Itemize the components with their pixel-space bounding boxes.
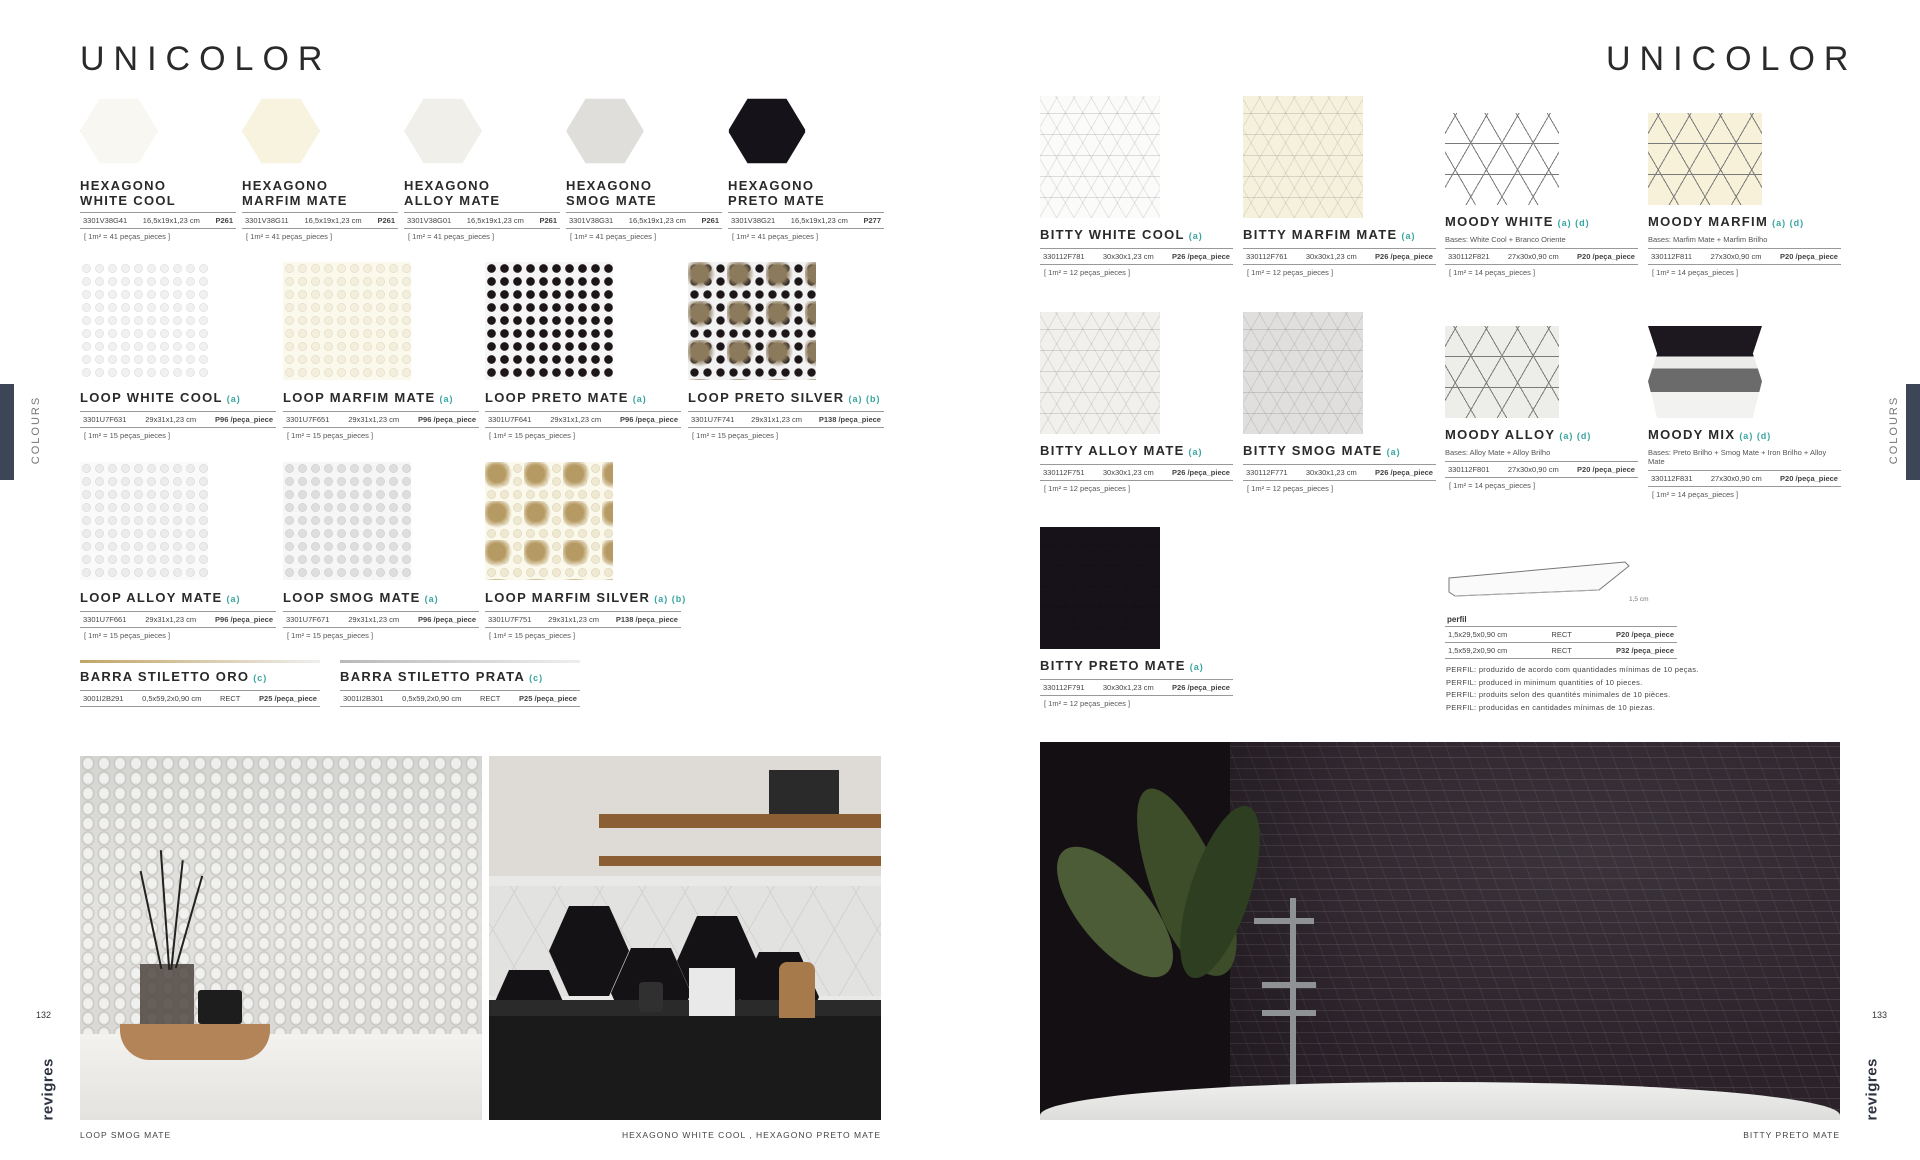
hexagono-name (566, 178, 722, 208)
loop-flags: (a) (439, 394, 454, 404)
moody-qty: [ 1m² = 14 peças_pieces ] (1449, 268, 1536, 277)
hexagono-name-line2: MARFIM MATE (242, 193, 348, 208)
spec-row (242, 212, 398, 229)
perfil-note: PERFIL: produced in minimum quantities of 10 pieces. (1446, 677, 1643, 687)
spec-size: 30x30x1,23 cm (1305, 468, 1357, 477)
spec-code: 3301U7F631 (83, 415, 127, 424)
moody-bases: Bases: Preto Brilho + Smog Mate + Iron Brilho + Alloy Mate (1648, 448, 1827, 466)
bitty-item[interactable] (1243, 96, 1436, 277)
perfil-notes (1446, 664, 1699, 714)
spec-row (80, 611, 276, 628)
perfil-dim-label: 1,5 cm (1629, 596, 1649, 603)
spec-price: P96 /peça_piece (215, 415, 273, 424)
bitty-flags: (a) (1386, 447, 1401, 457)
bitty-item[interactable] (1040, 96, 1233, 277)
spec-size: 29x31x1,23 cm (751, 415, 803, 424)
side-tab-right (1906, 384, 1920, 480)
spec-row (1445, 461, 1638, 478)
loop-item[interactable] (80, 462, 276, 640)
bitty-flags: (a) (1188, 231, 1203, 241)
spec-code: 330112F761 (1246, 252, 1288, 261)
moody-name-text: MOODY MIX (1648, 427, 1736, 442)
caption-left-1: LOOP SMOG MATE (80, 1130, 172, 1140)
side-label-right: COLOURS (1888, 395, 1901, 465)
spec-size: 30x30x1,23 cm (1102, 468, 1154, 477)
perfil-rect: RECT (1551, 646, 1572, 655)
loop-name-text: LOOP MARFIM SILVER (485, 590, 651, 605)
spec-code: 3301U7F741 (691, 415, 735, 424)
photo-loop-smog-mate (80, 756, 482, 1120)
stiletto-item[interactable] (80, 660, 320, 707)
spec-rect: RECT (219, 694, 241, 703)
spec-size: 16,5x19x1,23 cm (790, 216, 848, 225)
spec-price: P25 /peça_piece (259, 694, 317, 703)
spec-price: P138 /peça_piece (615, 615, 678, 624)
spec-row (566, 212, 722, 229)
perfil-rect: RECT (1551, 630, 1572, 639)
moody-item[interactable] (1445, 326, 1638, 490)
loop-name-text: LOOP MARFIM MATE (283, 390, 436, 405)
moody-bases: Bases: Alloy Mate + Alloy Brilho (1445, 448, 1551, 457)
bitty-qty: [ 1m² = 12 peças_pieces ] (1247, 484, 1334, 493)
perfil-note: PERFIL: producidas en cantidades mínimas de 10 piezas. (1446, 702, 1656, 712)
spec-row (1243, 464, 1436, 481)
stiletto-bar-swatch (80, 660, 320, 663)
loop-flags: (a) (b) (848, 394, 881, 404)
loop-swatch (485, 462, 613, 580)
hexagono-item[interactable] (242, 96, 398, 241)
spec-size: 30x30x1,23 cm (1102, 683, 1154, 692)
moody-flags: (a) (d) (1557, 218, 1590, 228)
hexagono-swatch (728, 96, 806, 166)
perfil-note: PERFIL: produzido de acordo com quantidades mínimas de 10 peças. (1446, 665, 1699, 674)
bitty-name (1040, 443, 1233, 460)
spec-code: 330112F831 (1651, 474, 1693, 483)
bitty-name-text: BITTY SMOG MATE (1243, 443, 1383, 458)
loop-name (80, 590, 276, 607)
loop-flags: (a) (226, 394, 241, 404)
spec-row (728, 212, 884, 229)
spec-code: 330112F781 (1043, 252, 1085, 261)
loop-qty: [ 1m² = 15 peças_pieces ] (287, 431, 374, 440)
spec-row (1040, 464, 1233, 481)
loop-swatch (283, 262, 411, 380)
spec-price: P96 /peça_piece (215, 615, 273, 624)
spec-row (340, 690, 580, 707)
spec-price: P277 (863, 216, 881, 225)
moody-name (1445, 214, 1638, 231)
bitty-item[interactable] (1040, 312, 1233, 493)
moody-flags: (a) (d) (1559, 431, 1592, 441)
spec-row (485, 611, 681, 628)
caption-left-2: HEXAGONO WHITE COOL , HEXAGONO PRETO MATE (621, 1130, 881, 1140)
spec-row (1648, 248, 1841, 265)
loop-swatch (688, 262, 816, 380)
loop-name (485, 590, 687, 607)
spec-size: 16,5x19x1,23 cm (466, 216, 524, 225)
bitty-name (1040, 227, 1233, 244)
loop-name-text: LOOP ALLOY MATE (80, 590, 223, 605)
moody-name-text: MOODY MARFIM (1648, 214, 1769, 229)
moody-qty: [ 1m² = 14 peças_pieces ] (1652, 268, 1739, 277)
page-title-left: UNICOLOR (80, 40, 332, 78)
loop-flags: (a) (424, 594, 439, 604)
hexagono-name-line1: HEXAGONO (728, 178, 815, 193)
spec-code: 3301V38G21 (731, 216, 776, 225)
bitty-swatch (1040, 527, 1160, 649)
side-tab-left (0, 384, 14, 480)
stiletto-flags: (c) (253, 673, 268, 683)
hexagono-name (404, 178, 560, 208)
perfil-note: PERFIL: produits selon des quantités minimales de 10 pièces. (1446, 690, 1671, 699)
spec-code: 330112F771 (1246, 468, 1288, 477)
perfil-row (1445, 626, 1677, 643)
stiletto-name (340, 669, 580, 686)
spec-size: 30x30x1,23 cm (1305, 252, 1357, 261)
spec-row (80, 690, 320, 707)
hexagono-name-line1: HEXAGONO (566, 178, 653, 193)
loop-qty: [ 1m² = 15 peças_pieces ] (84, 431, 171, 440)
hexagono-qty: [ 1m² = 41 peças_pieces ] (84, 232, 171, 241)
hexagono-swatch (242, 96, 320, 166)
moody-name-text: MOODY WHITE (1445, 214, 1554, 229)
loop-qty: [ 1m² = 15 peças_pieces ] (692, 431, 779, 440)
bitty-qty: [ 1m² = 12 peças_pieces ] (1044, 268, 1131, 277)
spec-row (1040, 679, 1233, 696)
perfil-row (1445, 643, 1677, 659)
loop-item[interactable] (283, 462, 479, 640)
bitty-qty: [ 1m² = 12 peças_pieces ] (1044, 484, 1131, 493)
loop-name-text: LOOP PRETO SILVER (688, 390, 845, 405)
perfil-block (1445, 556, 1677, 659)
hexagono-item[interactable] (80, 96, 236, 241)
moody-swatch (1445, 113, 1559, 205)
stiletto-bar-swatch (340, 660, 580, 663)
photo-bitty-preto-mate (1040, 742, 1840, 1120)
moody-qty: [ 1m² = 14 peças_pieces ] (1449, 481, 1536, 490)
moody-swatch (1445, 326, 1559, 418)
spec-code: 3001I2B301 (343, 694, 384, 703)
spec-code: 3301U7F651 (286, 415, 330, 424)
perfil-size: 1,5x29,5x0,90 cm (1448, 630, 1508, 639)
bitty-flags: (a) (1188, 447, 1203, 457)
hexagono-name-line1: HEXAGONO (404, 178, 491, 193)
spec-code: 3301U7F751 (488, 615, 532, 624)
spec-size: 27x30x0,90 cm (1710, 474, 1762, 483)
hexagono-name-line2: WHITE COOL (80, 193, 177, 208)
spec-price: P261 (377, 216, 395, 225)
loop-swatch (283, 462, 411, 580)
loop-name-text: LOOP WHITE COOL (80, 390, 223, 405)
loop-name (485, 390, 681, 407)
side-label-left: COLOURS (30, 395, 43, 465)
bitty-flags: (a) (1189, 662, 1204, 672)
spec-code: 3301V38G01 (407, 216, 452, 225)
spec-price: P96 /peça_piece (620, 415, 678, 424)
loop-item[interactable] (485, 462, 687, 640)
bitty-name (1243, 443, 1436, 460)
spec-price: P26 /peça_piece (1375, 252, 1433, 261)
moody-name (1648, 214, 1841, 231)
bitty-swatch (1243, 312, 1363, 434)
spec-row (1243, 248, 1436, 265)
stiletto-name-text: BARRA STILETTO PRATA (340, 669, 526, 684)
loop-name (283, 590, 479, 607)
spec-price: P261 (539, 216, 557, 225)
loop-swatch (80, 262, 208, 380)
moody-item[interactable] (1648, 326, 1841, 499)
spec-price: P20 /peça_piece (1780, 252, 1838, 261)
bitty-swatch (1243, 96, 1363, 218)
moody-item[interactable] (1648, 113, 1841, 277)
loop-name (688, 390, 884, 407)
spec-price: P26 /peça_piece (1172, 468, 1230, 477)
loop-flags: (a) (b) (654, 594, 687, 604)
spec-price: P138 /peça_piece (818, 415, 881, 424)
moody-name (1445, 427, 1638, 444)
bitty-name-text: BITTY PRETO MATE (1040, 658, 1186, 673)
hexagono-name-line1: HEXAGONO (242, 178, 329, 193)
hexagono-name-line2: SMOG MATE (566, 193, 657, 208)
spec-price: P26 /peça_piece (1172, 683, 1230, 692)
perfil-drawing (1445, 556, 1635, 608)
bitty-name (1243, 227, 1436, 244)
spec-code: 3301V38G31 (569, 216, 614, 225)
spec-code: 330112F821 (1448, 252, 1490, 261)
hexagono-qty: [ 1m² = 41 peças_pieces ] (408, 232, 495, 241)
spec-code: 330112F801 (1448, 465, 1490, 474)
spec-price: P26 /peça_piece (1375, 468, 1433, 477)
spec-size: 29x31x1,23 cm (550, 415, 602, 424)
hexagono-name (728, 178, 884, 208)
hexagono-qty: [ 1m² = 41 peças_pieces ] (732, 232, 819, 241)
loop-name (283, 390, 479, 407)
loop-swatch (80, 462, 208, 580)
spec-row (80, 411, 276, 428)
bitty-name-text: BITTY WHITE COOL (1040, 227, 1185, 242)
spec-price: P261 (215, 216, 233, 225)
hexagono-swatch (80, 96, 158, 166)
moody-flags: (a) (d) (1772, 218, 1805, 228)
spec-size: 16,5x19x1,23 cm (304, 216, 362, 225)
bitty-name-text: BITTY MARFIM MATE (1243, 227, 1398, 242)
page-title-right: UNICOLOR (1606, 40, 1858, 78)
spec-price: P20 /peça_piece (1780, 474, 1838, 483)
bitty-swatch (1040, 312, 1160, 434)
loop-flags: (a) (632, 394, 647, 404)
moody-name-text: MOODY ALLOY (1445, 427, 1556, 442)
spec-price: P261 (701, 216, 719, 225)
loop-item[interactable] (283, 262, 479, 440)
spec-size: 30x30x1,23 cm (1102, 252, 1154, 261)
loop-item[interactable] (688, 262, 884, 440)
loop-qty: [ 1m² = 15 peças_pieces ] (489, 431, 576, 440)
hexagono-item[interactable] (728, 96, 884, 241)
hexagono-name-line1: HEXAGONO (80, 178, 167, 193)
spec-code: 3301V38G11 (245, 216, 289, 225)
loop-item[interactable] (80, 262, 276, 440)
bitty-name-text: BITTY ALLOY MATE (1040, 443, 1185, 458)
hexagono-name (242, 178, 398, 208)
bitty-swatch (1040, 96, 1160, 218)
hexagono-swatch (566, 96, 644, 166)
moody-flags: (a) (d) (1739, 431, 1772, 441)
bitty-qty: [ 1m² = 12 peças_pieces ] (1247, 268, 1334, 277)
spec-row (1445, 248, 1638, 265)
spec-code: 3001I2B291 (83, 694, 124, 703)
photo-hexagono-kitchen (489, 756, 881, 1120)
stiletto-flags: (c) (529, 673, 544, 683)
spec-size: 29x31x1,23 cm (145, 615, 197, 624)
perfil-price: P32 /peça_piece (1616, 646, 1674, 655)
page-number-left: 132 (36, 1010, 52, 1020)
spec-row (80, 212, 236, 229)
loop-name-text: LOOP SMOG MATE (283, 590, 421, 605)
spec-size: 29x31x1,23 cm (348, 615, 400, 624)
spec-price: P96 /peça_piece (418, 415, 476, 424)
spec-size: 27x30x0,90 cm (1507, 465, 1559, 474)
spec-price: P20 /peça_piece (1577, 252, 1635, 261)
spec-size: 27x30x0,90 cm (1507, 252, 1559, 261)
loop-qty: [ 1m² = 15 peças_pieces ] (84, 631, 171, 640)
loop-name-text: LOOP PRETO MATE (485, 390, 629, 405)
spec-code: 330112F791 (1043, 683, 1085, 692)
hexagono-item[interactable] (404, 96, 560, 241)
loop-flags: (a) (226, 594, 241, 604)
moody-item[interactable] (1445, 113, 1638, 277)
spec-size: 29x31x1,23 cm (145, 415, 197, 424)
loop-name (80, 390, 276, 407)
spec-size: 16,5x19x1,23 cm (142, 216, 200, 225)
bitty-item[interactable] (1040, 527, 1233, 708)
spec-row (485, 411, 681, 428)
perfil-table (1445, 626, 1677, 659)
moody-bases: Bases: White Cool + Branco Oriente (1445, 235, 1566, 244)
perfil-price: P20 /peça_piece (1616, 630, 1674, 639)
loop-qty: [ 1m² = 15 peças_pieces ] (287, 631, 374, 640)
hexagono-qty: [ 1m² = 41 peças_pieces ] (246, 232, 333, 241)
spec-code: 330112F811 (1651, 252, 1693, 261)
spec-row (1040, 248, 1233, 265)
brand-logo-right: revigres (1863, 1058, 1881, 1121)
spec-size: 16,5x19x1,23 cm (628, 216, 686, 225)
hexagono-swatch (404, 96, 482, 166)
spec-size: 29x31x1,23 cm (348, 415, 400, 424)
spec-row (688, 411, 884, 428)
hexagono-item[interactable] (566, 96, 722, 241)
spec-row (404, 212, 560, 229)
moody-qty: [ 1m² = 14 peças_pieces ] (1652, 490, 1739, 499)
spec-code: 3301U7F661 (83, 615, 127, 624)
loop-item[interactable] (485, 262, 681, 440)
spec-size: 27x30x0,90 cm (1710, 252, 1762, 261)
perfil-size: 1,5x59,2x0,90 cm (1448, 646, 1508, 655)
bitty-item[interactable] (1243, 312, 1436, 493)
stiletto-name (80, 669, 320, 686)
brand-logo-left: revigres (39, 1058, 57, 1121)
spec-price: P25 /peça_piece (519, 694, 577, 703)
spec-size: 0,5x59,2x0,90 cm (402, 694, 462, 703)
spec-size: 0,5x59,2x0,90 cm (142, 694, 202, 703)
spec-rect: RECT (479, 694, 501, 703)
spec-code: 330112F751 (1043, 468, 1085, 477)
loop-qty: [ 1m² = 15 peças_pieces ] (489, 631, 576, 640)
spec-price: P20 /peça_piece (1577, 465, 1635, 474)
spec-code: 3301U7F641 (488, 415, 532, 424)
hexagono-name-line2: ALLOY MATE (404, 193, 501, 208)
loop-swatch (485, 262, 613, 380)
spec-row (283, 411, 479, 428)
hexagono-name (80, 178, 236, 208)
bitty-qty: [ 1m² = 12 peças_pieces ] (1044, 699, 1131, 708)
spec-code: 3301U7F671 (286, 615, 330, 624)
moody-swatch (1648, 326, 1762, 418)
caption-right: BITTY PRETO MATE (1743, 1130, 1840, 1140)
hexagono-qty: [ 1m² = 41 peças_pieces ] (570, 232, 657, 241)
spec-price: P26 /peça_piece (1172, 252, 1230, 261)
stiletto-item[interactable] (340, 660, 580, 707)
spec-row (1648, 470, 1841, 487)
bitty-flags: (a) (1401, 231, 1416, 241)
hexagono-name-line2: PRETO MATE (728, 193, 826, 208)
stiletto-name-text: BARRA STILETTO ORO (80, 669, 250, 684)
spec-price: P96 /peça_piece (418, 615, 476, 624)
page-number-right: 133 (1872, 1010, 1888, 1020)
bitty-name (1040, 658, 1233, 675)
spec-code: 3301V38G41 (83, 216, 128, 225)
spec-size: 29x31x1,23 cm (548, 615, 600, 624)
moody-bases: Bases: Marfim Mate + Marfim Brilho (1648, 235, 1768, 244)
perfil-label: perfil (1447, 615, 1467, 624)
moody-name (1648, 427, 1841, 444)
moody-swatch (1648, 113, 1762, 205)
spec-row (283, 611, 479, 628)
